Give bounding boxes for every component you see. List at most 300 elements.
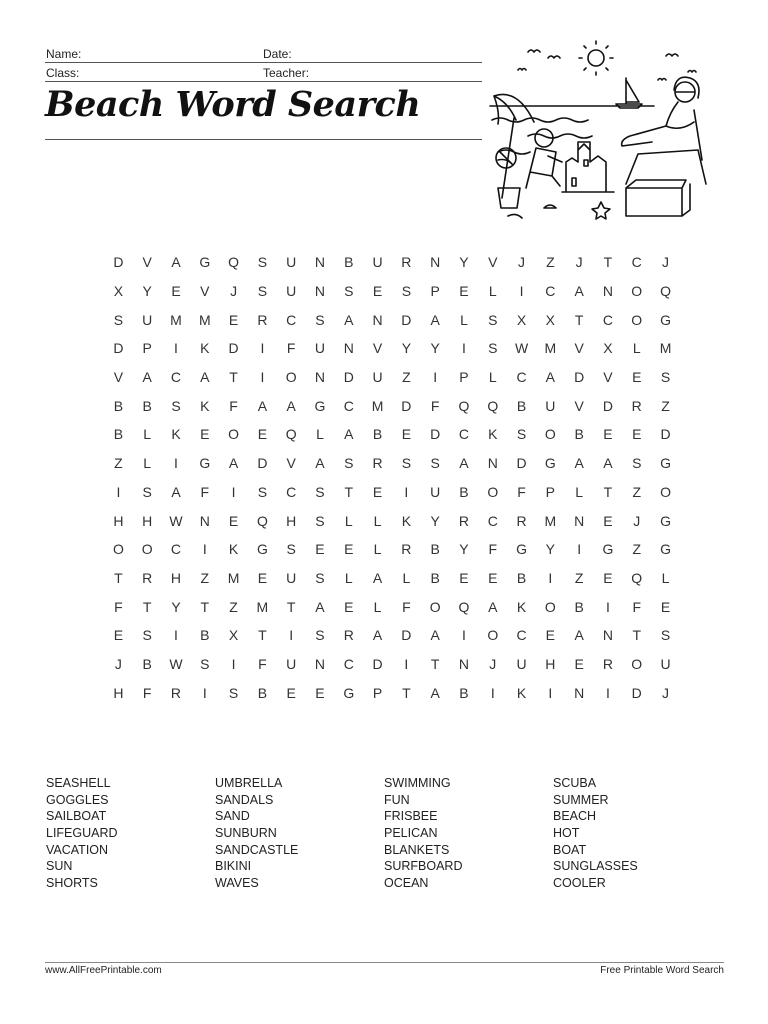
grid-letter: L	[316, 426, 324, 443]
grid-letter: G	[343, 684, 355, 701]
grid-letter: S	[344, 455, 354, 472]
grid-letter: A	[545, 369, 556, 386]
grid-letter: I	[116, 483, 121, 500]
grid-letter: P	[372, 684, 383, 701]
grid-letter: V	[142, 254, 152, 271]
grid-letter: S	[315, 512, 325, 529]
grid-letter: Q	[631, 569, 643, 586]
word-list-item: SUN	[46, 859, 73, 874]
grid-letter: P	[459, 369, 469, 386]
grid-letter: J	[230, 283, 238, 300]
grid-letter: T	[258, 627, 267, 644]
footer-divider	[45, 962, 724, 963]
grid-letter: L	[373, 598, 382, 615]
grid-letter: O	[631, 655, 643, 672]
grid-letter: E	[632, 426, 642, 443]
grid-letter: I	[519, 283, 524, 300]
grid-letter: J	[575, 254, 583, 271]
grid-letter: R	[401, 254, 412, 271]
grid-letter: F	[430, 397, 440, 414]
grid-letter: S	[142, 627, 152, 644]
grid-letter: Z	[546, 254, 555, 271]
grid-letter: I	[231, 655, 236, 672]
grid-letter: D	[516, 455, 527, 472]
grid-letter: E	[603, 512, 613, 529]
word-list-item: SUNGLASSES	[553, 859, 638, 874]
grid-letter: N	[602, 283, 613, 300]
grid-letter: F	[286, 340, 296, 357]
grid-letter: I	[260, 369, 265, 386]
grid-letter: B	[113, 397, 124, 414]
grid-letter: E	[603, 569, 613, 586]
grid-letter: V	[113, 369, 124, 386]
grid-letter: N	[343, 340, 354, 357]
grid-letter: I	[548, 569, 553, 586]
grid-letter: U	[286, 254, 297, 271]
grid-letter: R	[458, 512, 470, 529]
grid-letter: A	[574, 283, 584, 300]
grid-letter: Z	[114, 455, 123, 472]
grid-letter: F	[402, 598, 411, 615]
grid-letter: U	[314, 340, 326, 357]
grid-letter: V	[603, 369, 613, 386]
grid-letter: K	[171, 426, 181, 443]
grid-letter: U	[286, 569, 297, 586]
word-list-item: SANDCASTLE	[215, 842, 299, 857]
grid-letter: L	[143, 426, 152, 443]
grid-letter: S	[315, 627, 325, 644]
grid-letter: J	[114, 655, 122, 672]
grid-letter: D	[372, 655, 383, 672]
grid-letter: E	[632, 369, 642, 386]
grid-letter: I	[174, 627, 178, 644]
grid-letter: I	[202, 541, 207, 558]
grid-letter: E	[228, 311, 239, 328]
grid-letter: E	[603, 426, 613, 443]
grid-letter: F	[142, 684, 152, 701]
grid-letter: D	[113, 254, 124, 271]
grid-letter: C	[516, 627, 527, 644]
grid-letter: Y	[430, 512, 440, 529]
grid-letter: K	[516, 598, 527, 615]
word-list	[46, 776, 722, 893]
grid-letter: B	[200, 627, 210, 644]
grid-letter: G	[314, 397, 326, 414]
grid-letter: S	[401, 283, 412, 300]
grid-letter: L	[488, 283, 497, 300]
grid-letter: I	[548, 684, 553, 701]
grid-letter: S	[286, 541, 296, 558]
grid-letter: R	[343, 627, 354, 644]
grid-letter: J	[662, 254, 670, 271]
grid-letter: J	[633, 512, 641, 529]
grid-letter: E	[286, 684, 296, 701]
grid-letter: U	[660, 655, 671, 672]
grid-letter: G	[516, 541, 527, 558]
grid-letter: Q	[660, 283, 671, 300]
grid-letter: Z	[200, 569, 210, 586]
grid-letter: S	[257, 254, 268, 271]
grid-letter: I	[577, 541, 582, 558]
grid-letter: O	[544, 598, 556, 615]
grid-letter: K	[200, 397, 210, 414]
grid-letter: L	[143, 455, 152, 472]
grid-letter: B	[459, 483, 469, 500]
grid-letter: D	[430, 426, 441, 443]
grid-letter: F	[229, 397, 238, 414]
grid-letter: A	[344, 426, 354, 443]
name-label: Name:	[46, 47, 82, 61]
grid-letter: S	[228, 684, 239, 701]
word-list-item: COOLER	[553, 876, 606, 891]
grid-letter: D	[228, 340, 239, 357]
grid-letter: X	[113, 283, 124, 300]
grid-letter: M	[371, 397, 384, 414]
grid-letter: B	[516, 397, 527, 414]
grid-letter: B	[344, 254, 354, 271]
grid-letter: N	[574, 512, 585, 529]
grid-letter: Y	[171, 598, 181, 615]
grid-letter: V	[574, 340, 584, 357]
title-divider	[45, 139, 482, 140]
grid-letter: D	[602, 397, 613, 414]
footer-caption: Free Printable Word Search	[600, 965, 724, 976]
grid-letter: Q	[256, 512, 268, 529]
grid-letter: C	[458, 426, 470, 443]
word-list-item: FRISBEE	[384, 809, 438, 824]
grid-letter: D	[574, 369, 585, 386]
grid-letter: L	[344, 569, 353, 586]
grid-letter: T	[402, 684, 411, 701]
grid-letter: U	[286, 655, 297, 672]
grid-letter: Y	[430, 340, 440, 357]
grid-letter: Y	[459, 541, 469, 558]
grid-letter: F	[200, 483, 210, 500]
grid-letter: C	[343, 655, 354, 672]
grid-letter: A	[142, 369, 152, 386]
grid-letter: B	[430, 541, 440, 558]
grid-letter: T	[603, 254, 613, 271]
grid-letter: A	[344, 311, 354, 328]
grid-letter: S	[200, 655, 210, 672]
grid-letter: V	[574, 397, 584, 414]
grid-letter: L	[373, 541, 382, 558]
word-list-item: BLANKETS	[384, 842, 450, 857]
grid-letter: O	[487, 483, 499, 500]
grid-letter: B	[372, 426, 383, 443]
grid-letter: U	[545, 397, 556, 414]
grid-letter: N	[199, 512, 210, 529]
grid-letter: U	[430, 483, 441, 500]
grid-letter: R	[142, 569, 153, 586]
grid-letter: O	[631, 311, 643, 328]
grid-letter: U	[516, 655, 527, 672]
grid-letter: E	[459, 569, 469, 586]
grid-letter: X	[545, 311, 556, 328]
grid-letter: S	[257, 483, 268, 500]
grid-letter: B	[430, 569, 440, 586]
grid-letter: T	[632, 627, 642, 644]
word-list-item: BIKINI	[215, 859, 252, 874]
grid-letter: E	[315, 541, 325, 558]
grid-letter: M	[227, 569, 240, 586]
grid-letter: E	[660, 598, 671, 615]
grid-letter: O	[228, 426, 240, 443]
grid-letter: E	[228, 512, 239, 529]
grid-letter: S	[632, 455, 642, 472]
grid-letter: I	[490, 684, 495, 701]
grid-letter: E	[344, 598, 354, 615]
grid-letter: I	[260, 340, 265, 357]
grid-letter: N	[372, 311, 383, 328]
grid-letter: R	[170, 684, 182, 701]
grid-letter: I	[433, 369, 438, 386]
grid-letter: G	[199, 455, 211, 472]
grid-letter: M	[659, 340, 672, 357]
grid-letter: N	[314, 283, 326, 300]
grid-letter: W	[169, 655, 183, 672]
grid-letter: I	[231, 483, 236, 500]
grid-letter: L	[661, 569, 670, 586]
grid-letter: T	[229, 369, 238, 386]
grid-letter: C	[516, 369, 527, 386]
grid-letter: R	[257, 311, 268, 328]
grid-letter: L	[402, 569, 411, 586]
grid-letter: S	[171, 397, 181, 414]
grid-letter: Y	[142, 283, 152, 300]
grid-letter: E	[372, 483, 383, 500]
grid-letter: K	[200, 340, 210, 357]
class-label: Class:	[46, 66, 80, 80]
grid-letter: S	[401, 455, 412, 472]
grid-letter: V	[200, 283, 210, 300]
grid-letter: S	[315, 483, 325, 500]
grid-letter: A	[430, 684, 440, 701]
word-list-item: SUNBURN	[215, 826, 277, 841]
grid-letter: B	[574, 426, 584, 443]
word-list-item: GOGGLES	[46, 792, 109, 807]
grid-letter: E	[200, 426, 210, 443]
word-list-item: BOAT	[553, 842, 587, 857]
word-list-item: SANDALS	[215, 792, 274, 807]
grid-letter: U	[286, 283, 297, 300]
grid-letter: O	[429, 598, 441, 615]
grid-letter: G	[660, 455, 671, 472]
grid-letter: A	[171, 254, 181, 271]
grid-letter: B	[516, 569, 527, 586]
teacher-label: Teacher:	[263, 66, 310, 80]
grid-letter: R	[372, 455, 383, 472]
grid-letter: Z	[574, 569, 584, 586]
grid-letter: T	[200, 598, 210, 615]
grid-letter: G	[602, 541, 614, 558]
grid-letter: Q	[285, 426, 297, 443]
grid-letter: H	[545, 655, 556, 672]
grid-letter: J	[518, 254, 526, 271]
grid-letter: E	[459, 283, 469, 300]
word-list-item: SAILBOAT	[46, 809, 107, 824]
grid-letter: Z	[661, 397, 670, 414]
grid-letter: L	[575, 483, 584, 500]
grid-letter: S	[315, 569, 325, 586]
grid-letter: M	[198, 311, 211, 328]
grid-letter: M	[544, 340, 557, 357]
grid-letter: I	[606, 684, 610, 701]
grid-letter: B	[459, 684, 469, 701]
grid-letter: T	[603, 483, 613, 500]
grid-letter: E	[488, 569, 498, 586]
word-list-item: SEASHELL	[46, 776, 111, 790]
grid-letter: A	[372, 627, 383, 644]
grid-letter: S	[488, 340, 498, 357]
grid-letter: L	[460, 311, 468, 328]
grid-letter: B	[574, 598, 584, 615]
grid-letter: C	[286, 311, 297, 328]
grid-letter: X	[228, 627, 239, 644]
grid-letter: O	[660, 483, 671, 500]
grid-letter: O	[141, 541, 153, 558]
grid-letter: R	[516, 512, 527, 529]
footer-website: www.AllFreePrintable.com	[45, 965, 162, 976]
grid-letter: F	[258, 655, 267, 672]
name-date-row	[45, 44, 482, 63]
grid-letter: N	[602, 627, 613, 644]
grid-letter: Q	[487, 397, 499, 414]
grid-letter: A	[315, 598, 325, 615]
grid-letter: T	[286, 598, 296, 615]
grid-letter: P	[545, 483, 556, 500]
word-list-item: HOT	[553, 826, 580, 841]
grid-letter: A	[430, 627, 440, 644]
grid-letter: C	[343, 397, 354, 414]
grid-letter: S	[660, 627, 671, 644]
grid-letter: G	[199, 254, 211, 271]
grid-letter: R	[602, 655, 613, 672]
grid-letter: Y	[545, 541, 556, 558]
grid-letter: D	[631, 684, 642, 701]
grid-letter: G	[544, 455, 556, 472]
grid-letter: A	[574, 455, 584, 472]
grid-letter: S	[344, 283, 354, 300]
grid-letter: A	[488, 598, 498, 615]
grid-letter: O	[544, 426, 556, 443]
grid-letter: A	[228, 455, 239, 472]
grid-letter: C	[170, 541, 182, 558]
word-list-item: SURFBOARD	[384, 859, 463, 874]
grid-letter: Q	[228, 254, 240, 271]
grid-letter: H	[142, 512, 153, 529]
grid-letter: U	[372, 369, 383, 386]
word-list-item: OCEAN	[384, 876, 429, 891]
grid-letter: A	[171, 483, 181, 500]
grid-letter: F	[517, 483, 526, 500]
word-list-item: SWIMMING	[384, 776, 451, 790]
grid-letter: W	[169, 512, 183, 529]
grid-letter: L	[373, 512, 382, 529]
grid-letter: N	[430, 254, 441, 271]
word-list-item: SCUBA	[553, 776, 597, 790]
grid-letter: S	[315, 311, 325, 328]
grid-letter: N	[487, 455, 498, 472]
grid-letter: D	[401, 311, 412, 328]
word-list-item: SAND	[215, 809, 250, 824]
word-list-item: WAVES	[215, 876, 259, 891]
grid-letter: S	[430, 455, 440, 472]
grid-letter: J	[662, 684, 670, 701]
grid-letter: I	[174, 340, 178, 357]
grid-letter: D	[343, 369, 354, 386]
grid-letter: G	[660, 541, 671, 558]
grid-letter: E	[315, 684, 325, 701]
grid-letter: E	[257, 569, 268, 586]
grid-letter: X	[516, 311, 527, 328]
grid-letter: I	[606, 598, 610, 615]
word-list-item: FUN	[384, 792, 410, 807]
grid-letter: A	[574, 627, 584, 644]
grid-letter: I	[462, 340, 466, 357]
grid-letter: I	[404, 655, 409, 672]
grid-letter: R	[631, 397, 642, 414]
grid-letter: E	[372, 283, 383, 300]
grid-letter: H	[170, 569, 182, 586]
grid-letter: S	[257, 283, 268, 300]
grid-letter: A	[459, 455, 469, 472]
grid-letter: P	[142, 340, 152, 357]
grid-letter: S	[113, 311, 124, 328]
date-label: Date:	[263, 47, 292, 61]
grid-letter: F	[488, 541, 498, 558]
grid-letter: Q	[458, 397, 470, 414]
grid-letter: Z	[632, 483, 642, 500]
grid-letter: S	[488, 311, 498, 328]
grid-letter: C	[286, 483, 297, 500]
grid-letter: T	[574, 311, 584, 328]
grid-letter: D	[113, 340, 124, 357]
grid-letter: D	[401, 627, 412, 644]
grid-letter: A	[372, 569, 383, 586]
letter-grid	[104, 248, 680, 707]
grid-letter: I	[462, 627, 466, 644]
grid-letter: H	[113, 512, 124, 529]
grid-letter: N	[458, 655, 470, 672]
class-teacher-row	[45, 63, 482, 82]
grid-letter: A	[603, 455, 613, 472]
grid-letter: B	[142, 397, 152, 414]
grid-letter: Y	[459, 254, 469, 271]
grid-letter: K	[488, 426, 498, 443]
grid-letter: R	[401, 541, 412, 558]
grid-letter: N	[314, 655, 326, 672]
grid-letter: K	[516, 684, 527, 701]
grid-letter: G	[660, 311, 671, 328]
grid-letter: S	[516, 426, 527, 443]
word-list-item: SHORTS	[46, 876, 98, 891]
grid-letter: E	[545, 627, 556, 644]
grid-letter: I	[174, 455, 178, 472]
word-list-item: BEACH	[553, 809, 597, 824]
grid-letter: U	[142, 311, 153, 328]
grid-letter: K	[401, 512, 412, 529]
grid-letter: E	[113, 627, 124, 644]
grid-letter: V	[372, 340, 383, 357]
grid-letter: T	[114, 569, 123, 586]
grid-letter: M	[170, 311, 182, 328]
grid-letter: E	[574, 655, 584, 672]
grid-letter: O	[285, 369, 297, 386]
grid-letter: J	[489, 655, 497, 672]
grid-letter: I	[404, 483, 409, 500]
grid-letter: M	[256, 598, 269, 615]
